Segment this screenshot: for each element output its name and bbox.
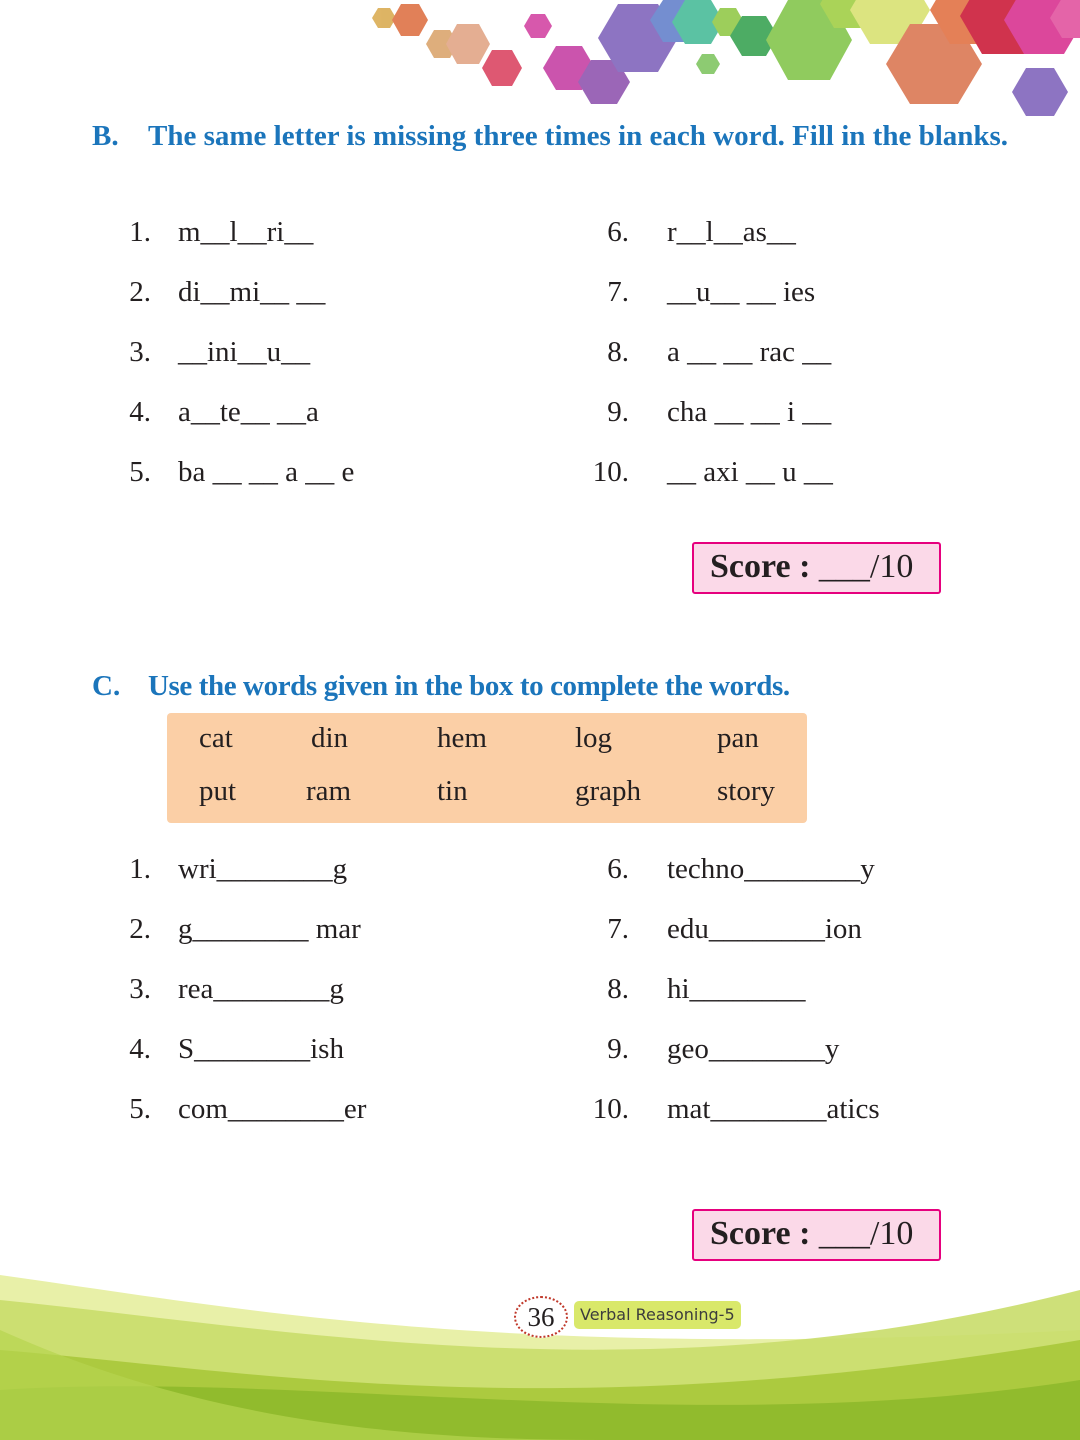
item-number: 2. — [129, 913, 151, 945]
hexagon-shape — [524, 14, 552, 38]
item-number: 5. — [129, 1093, 151, 1125]
item-number: 5. — [129, 456, 151, 488]
box-word: pan — [717, 722, 759, 754]
score-label: Score : — [710, 1215, 811, 1252]
item-word: di__mi__ __ — [178, 276, 326, 308]
section-b-instruction: The same letter is missing three times in each word. Fill in the blanks. — [148, 120, 1009, 152]
item-word: wri________g — [178, 853, 348, 885]
item-number: 6. — [607, 216, 629, 248]
section-b-letter: B. — [92, 120, 119, 152]
item-word: techno________y — [667, 853, 875, 885]
item-word: m__l__ri__ — [178, 216, 314, 248]
item-word: com________er — [178, 1093, 367, 1125]
hexagon-shape — [1012, 68, 1068, 116]
item-word: __ axi __ u __ — [667, 456, 833, 488]
item-number: 10. — [592, 1093, 629, 1125]
list-item — [129, 1091, 367, 1235]
item-number: 1. — [129, 216, 151, 248]
item-word: edu________ion — [667, 913, 862, 945]
section-b-score-box — [692, 542, 941, 594]
hexagon-shape — [446, 24, 490, 64]
score-label: Score : — [710, 548, 811, 585]
box-word: hem — [437, 722, 487, 754]
book-title-badge: Verbal Reasoning-5 — [574, 1301, 741, 1329]
hexagon-shape — [392, 4, 428, 36]
item-number: 8. — [607, 336, 629, 368]
score-text — [710, 1214, 913, 1254]
item-number: 4. — [129, 396, 151, 428]
box-word: story — [717, 775, 775, 807]
box-word: din — [311, 722, 349, 754]
item-number: 7. — [607, 276, 629, 308]
hexagon-banner — [0, 0, 1080, 130]
section-c-instruction: Use the words given in the box to complete the words. — [148, 670, 790, 702]
item-number: 1. — [129, 853, 151, 885]
item-word: mat________atics — [667, 1093, 880, 1125]
item-word: a__te__ __a — [178, 396, 319, 428]
item-word: S________ish — [178, 1033, 344, 1065]
box-word: ram — [306, 775, 352, 807]
item-word: hi________ — [667, 973, 806, 1005]
score-value: ___/10 — [818, 1215, 914, 1252]
hexagon-shape — [372, 8, 396, 28]
item-number: 7. — [607, 913, 629, 945]
box-word: tin — [437, 775, 468, 807]
hexagon-shape — [482, 50, 522, 86]
item-word: rea________g — [178, 973, 344, 1005]
item-number: 6. — [607, 853, 629, 885]
list-item — [129, 454, 355, 598]
score-text — [710, 547, 913, 587]
box-word: put — [199, 775, 237, 807]
page-number: 36 — [514, 1296, 568, 1338]
item-word: r__l__as__ — [667, 216, 796, 248]
item-number: 2. — [129, 276, 151, 308]
item-number: 4. — [129, 1033, 151, 1065]
item-number: 9. — [607, 1033, 629, 1065]
item-word: g________ mar — [178, 913, 361, 945]
box-word: log — [575, 722, 613, 754]
section-c-letter: C. — [92, 670, 121, 702]
item-word: cha __ __ i __ — [667, 396, 832, 428]
item-number: 3. — [129, 973, 151, 1005]
score-value: ___/10 — [818, 548, 914, 585]
item-number: 10. — [592, 456, 629, 488]
word-box — [167, 713, 807, 823]
box-word: cat — [199, 722, 233, 754]
section-c-score-box — [692, 1209, 941, 1261]
item-word: __u__ __ ies — [667, 276, 816, 308]
hexagon-shape — [696, 54, 720, 74]
item-number: 3. — [129, 336, 151, 368]
item-word: geo________y — [667, 1033, 840, 1065]
item-number: 9. — [607, 396, 629, 428]
item-word: a __ __ rac __ — [667, 336, 832, 368]
box-word: graph — [575, 775, 642, 807]
item-number: 8. — [607, 973, 629, 1005]
item-word: __ini__u__ — [178, 336, 311, 368]
item-word: ba __ __ a __ e — [178, 456, 355, 488]
